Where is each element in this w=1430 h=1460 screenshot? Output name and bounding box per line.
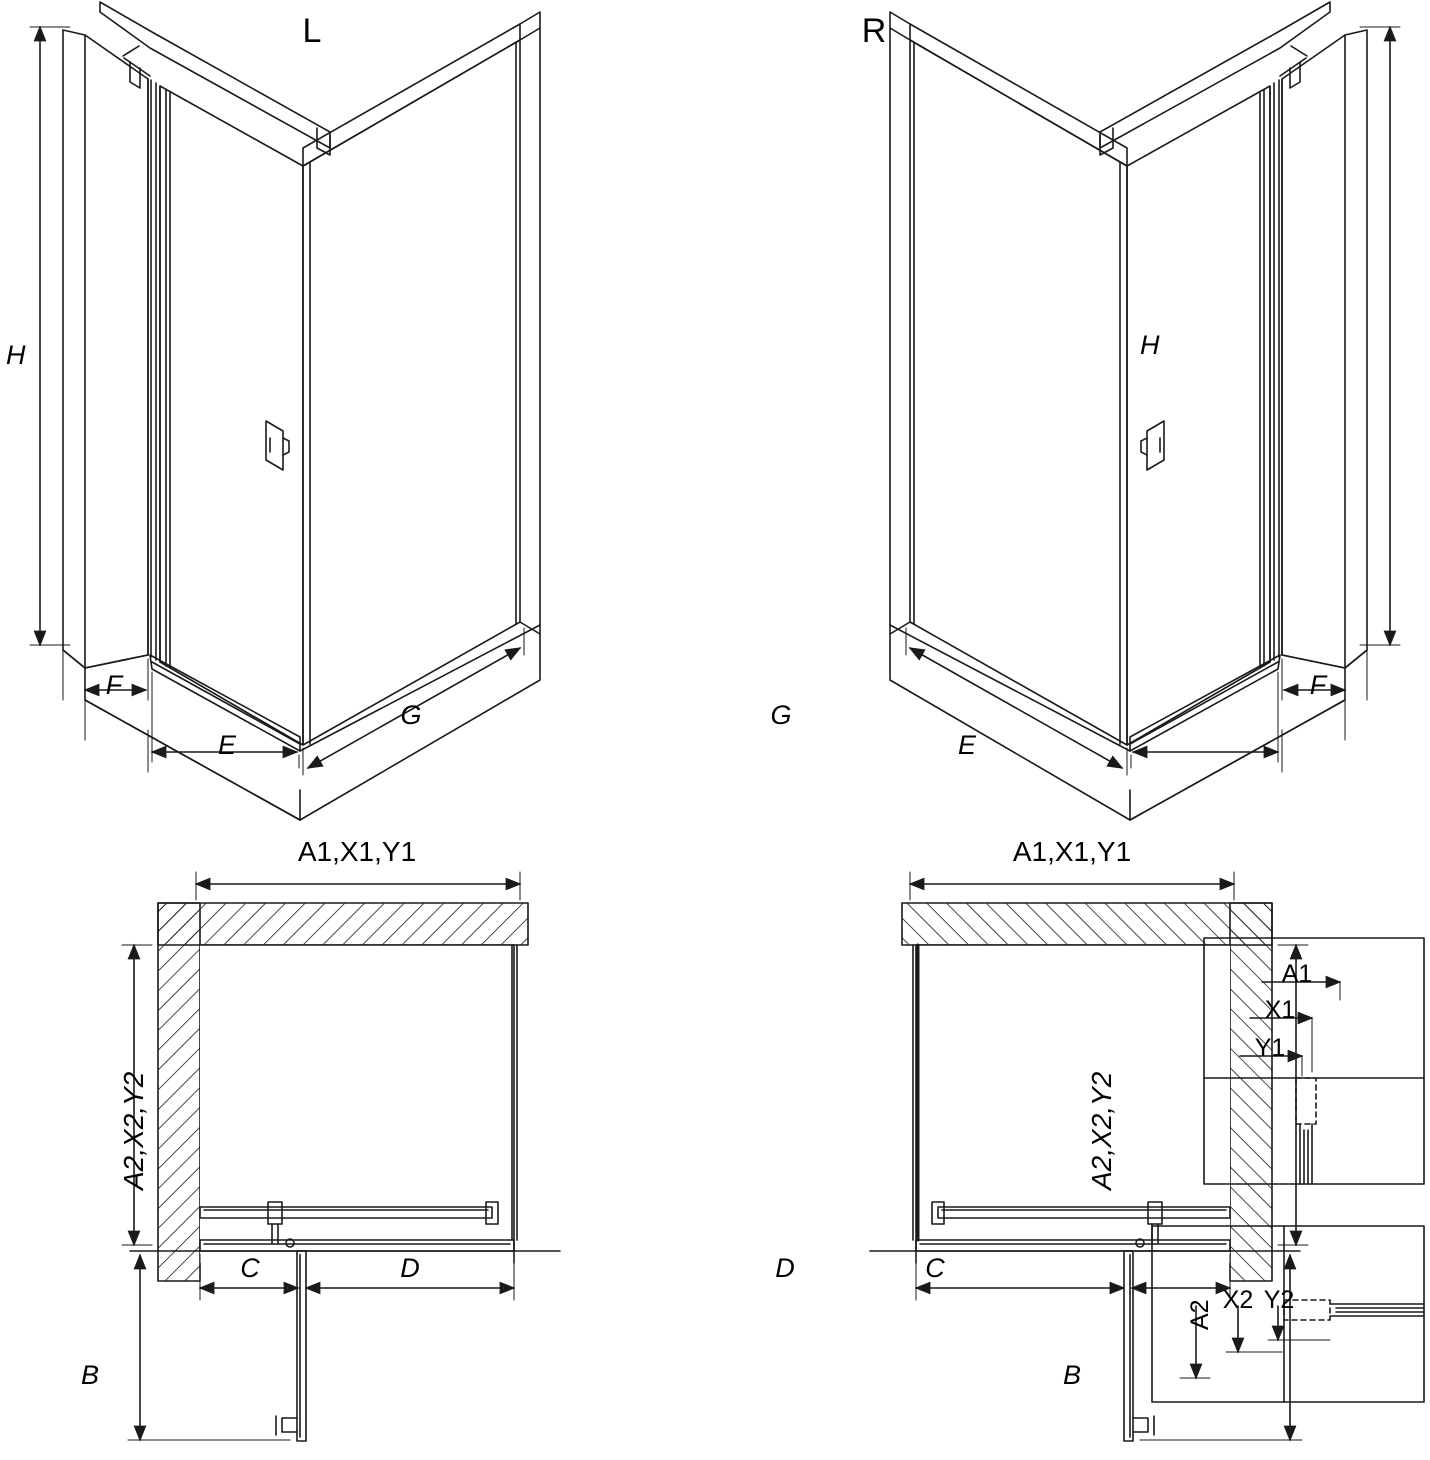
plan-right-dim-b: B <box>1062 1360 1082 1390</box>
iso-right-dim-g: G <box>770 700 792 730</box>
plan-left-dim-b: B <box>80 1360 100 1390</box>
iso-left-height-label: H <box>6 340 26 370</box>
plan-left-dim-c: C <box>240 1253 260 1283</box>
title-left: L <box>302 12 322 50</box>
detail-bottom-x2: X2 <box>1222 1286 1254 1314</box>
plan-left <box>122 872 560 1441</box>
detail-bottom-y2: Y2 <box>1263 1286 1295 1314</box>
plan-right-dim-d: D <box>775 1253 795 1283</box>
iso-right-height-label: H <box>1140 330 1160 360</box>
detail-bottom-a2: A2 <box>1186 1299 1214 1330</box>
detail-top-a1: A1 <box>1281 960 1313 988</box>
iso-left-dim-f: F <box>105 670 123 700</box>
plan-left-side-dim: A2,X2,Y2 <box>118 1071 149 1190</box>
plan-right-side-dim: A2,X2,Y2 <box>1086 1071 1117 1190</box>
plan-left-dim-d: D <box>400 1253 420 1283</box>
iso-right-dim-e: E <box>957 730 977 760</box>
title-right: R <box>861 12 887 50</box>
plan-right-top-dim: A1,X1,Y1 <box>1012 836 1132 867</box>
iso-right-dim-f: F <box>1309 670 1327 700</box>
detail-top-y1: Y1 <box>1254 1034 1286 1062</box>
iso-left-dim-e: E <box>217 730 237 760</box>
plan-left-top-dim: A1,X1,Y1 <box>297 836 417 867</box>
iso-left-dim-g: G <box>400 700 422 730</box>
plan-right-dim-c: C <box>925 1253 945 1283</box>
detail-top-x1: X1 <box>1264 996 1296 1024</box>
